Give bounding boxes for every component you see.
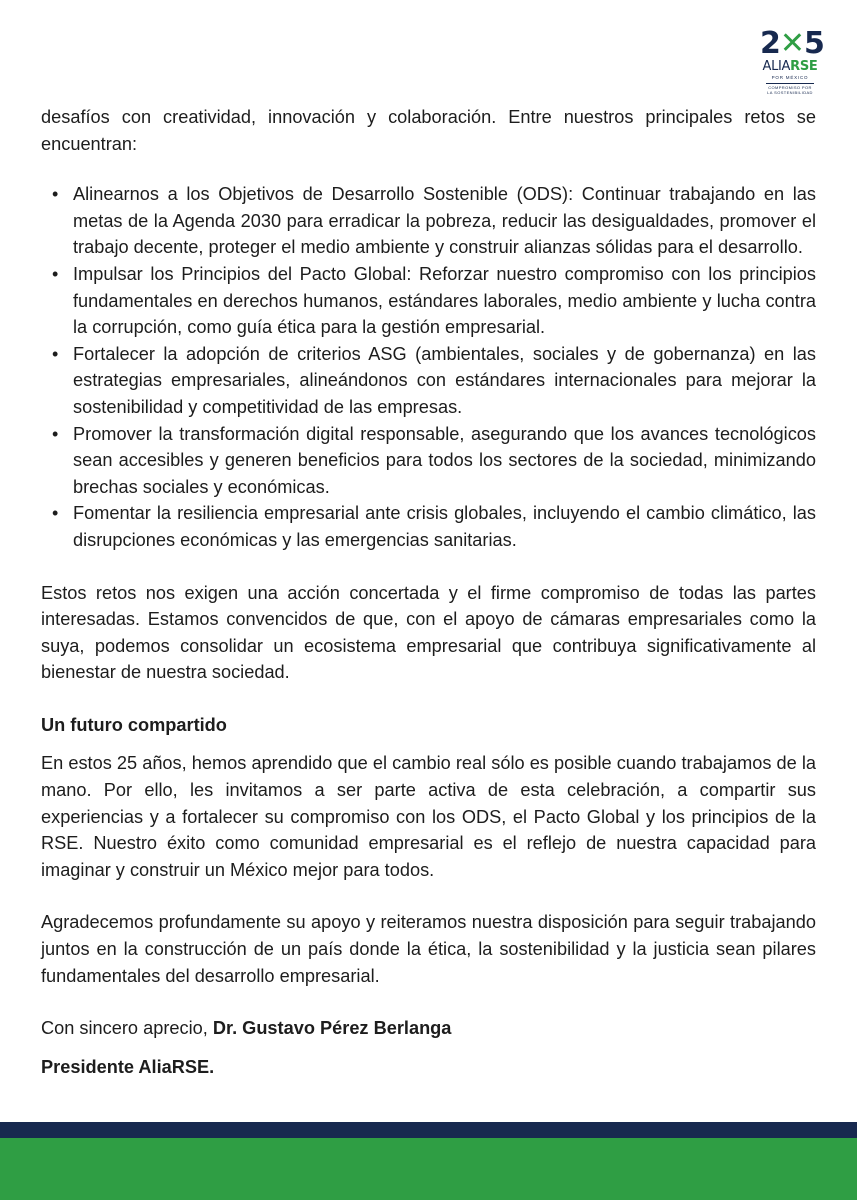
logo-por-mexico: POR MÉXICO	[771, 75, 809, 80]
closing-line: Con sincero aprecio, Dr. Gustavo Pérez Berlanga	[41, 1018, 452, 1039]
bullet-icon: •	[52, 263, 59, 284]
logo-tagline: COMPROMISO POR LA SOSTENIBILIDAD	[767, 85, 813, 95]
signer-title: Presidente AliaRSE.	[41, 1056, 215, 1077]
letter-body	[41, 104, 816, 1080]
list-item: • Fomentar la resiliencia empresarial ante crisis globales, incluyendo el cambio climático, las disrupciones económicas y las emergencias sanitarias.	[41, 500, 816, 553]
footer-green-bar	[0, 1138, 857, 1200]
logo-divider	[766, 83, 814, 84]
logo-brand-text: ALIARSE	[762, 59, 818, 74]
bullet-icon: •	[52, 503, 59, 524]
bullet-icon: •	[52, 423, 59, 444]
bullet-icon: •	[52, 343, 59, 364]
shared-future-paragraph: En estos 25 años, hemos aprendido que el cambio real sólo es posible cuando trabajamos de la mano. Por ello, les invitamos a ser parte activa de esta celebración, a compartir sus experiencias y a fortalecer su compromiso con los ODS, el Pacto Global y los principios de la RSE. Nuestro éxito como comunidad empresarial es el reflejo de nuestra capacidad para imaginar y construir un México mejor para todos.	[41, 753, 816, 880]
bullet-icon: •	[52, 184, 59, 205]
list-item: • Alinearnos a los Objetivos de Desarrollo Sostenible (ODS): Continuar trabajando en las metas de la Agenda 2030 para erradicar la pobreza, reducir las desigualdades, promover el trabajo decente, proteger el medio ambiente y construir alianzas sólidas para el desarrollo.	[41, 181, 816, 261]
gratitude-paragraph: Agradecemos profundamente su apoyo y reiteramos nuestra disposición para seguir trabajando juntos en la construcción de un país donde la ética, la sostenibilidad y la justicia sean pilares fundamentales del desarrollo empresarial.	[41, 912, 816, 986]
aliarse-25-logo	[760, 26, 824, 98]
challenges-list	[41, 181, 816, 553]
logo-25-mark: 2✕5	[760, 26, 824, 61]
footer-navy-bar	[0, 1122, 857, 1138]
section-heading: Un futuro compartido	[41, 714, 227, 735]
list-item: • Fortalecer la adopción de criterios ASG (ambientales, sociales y de gobernanza) en las estrategias empresariales, alineándonos con estándares internacionales para mejorar la sostenibilidad y competitividad de las empresas.	[41, 341, 816, 421]
list-item: • Promover la transformación digital responsable, asegurando que los avances tecnológicos sean accesibles y generen beneficios para todos los sectores de la sociedad, minimizando brechas sociales y económicas.	[41, 421, 816, 501]
list-item: • Impulsar los Principios del Pacto Global: Reforzar nuestro compromiso con los principios fundamentales en derechos humanos, estándares laborales, medio ambiente y lucha contra la corrupción, como guía ética para la gestión empresarial.	[41, 261, 816, 341]
intro-paragraph: desafíos con creatividad, innovación y colaboración. Entre nuestros principales retos se encuentran:	[41, 107, 816, 154]
challenges-paragraph: Estos retos nos exigen una acción concertada y el firme compromiso de todas las partes interesadas. Estamos convencidos de que, con el apoyo de cámaras empresariales como la suya, podemos consolidar un ecosistema empresarial que contribuya significativamente al bienestar de nuestra sociedad.	[41, 582, 816, 683]
signer-name: Dr. Gustavo Pérez Berlanga	[212, 1018, 452, 1039]
